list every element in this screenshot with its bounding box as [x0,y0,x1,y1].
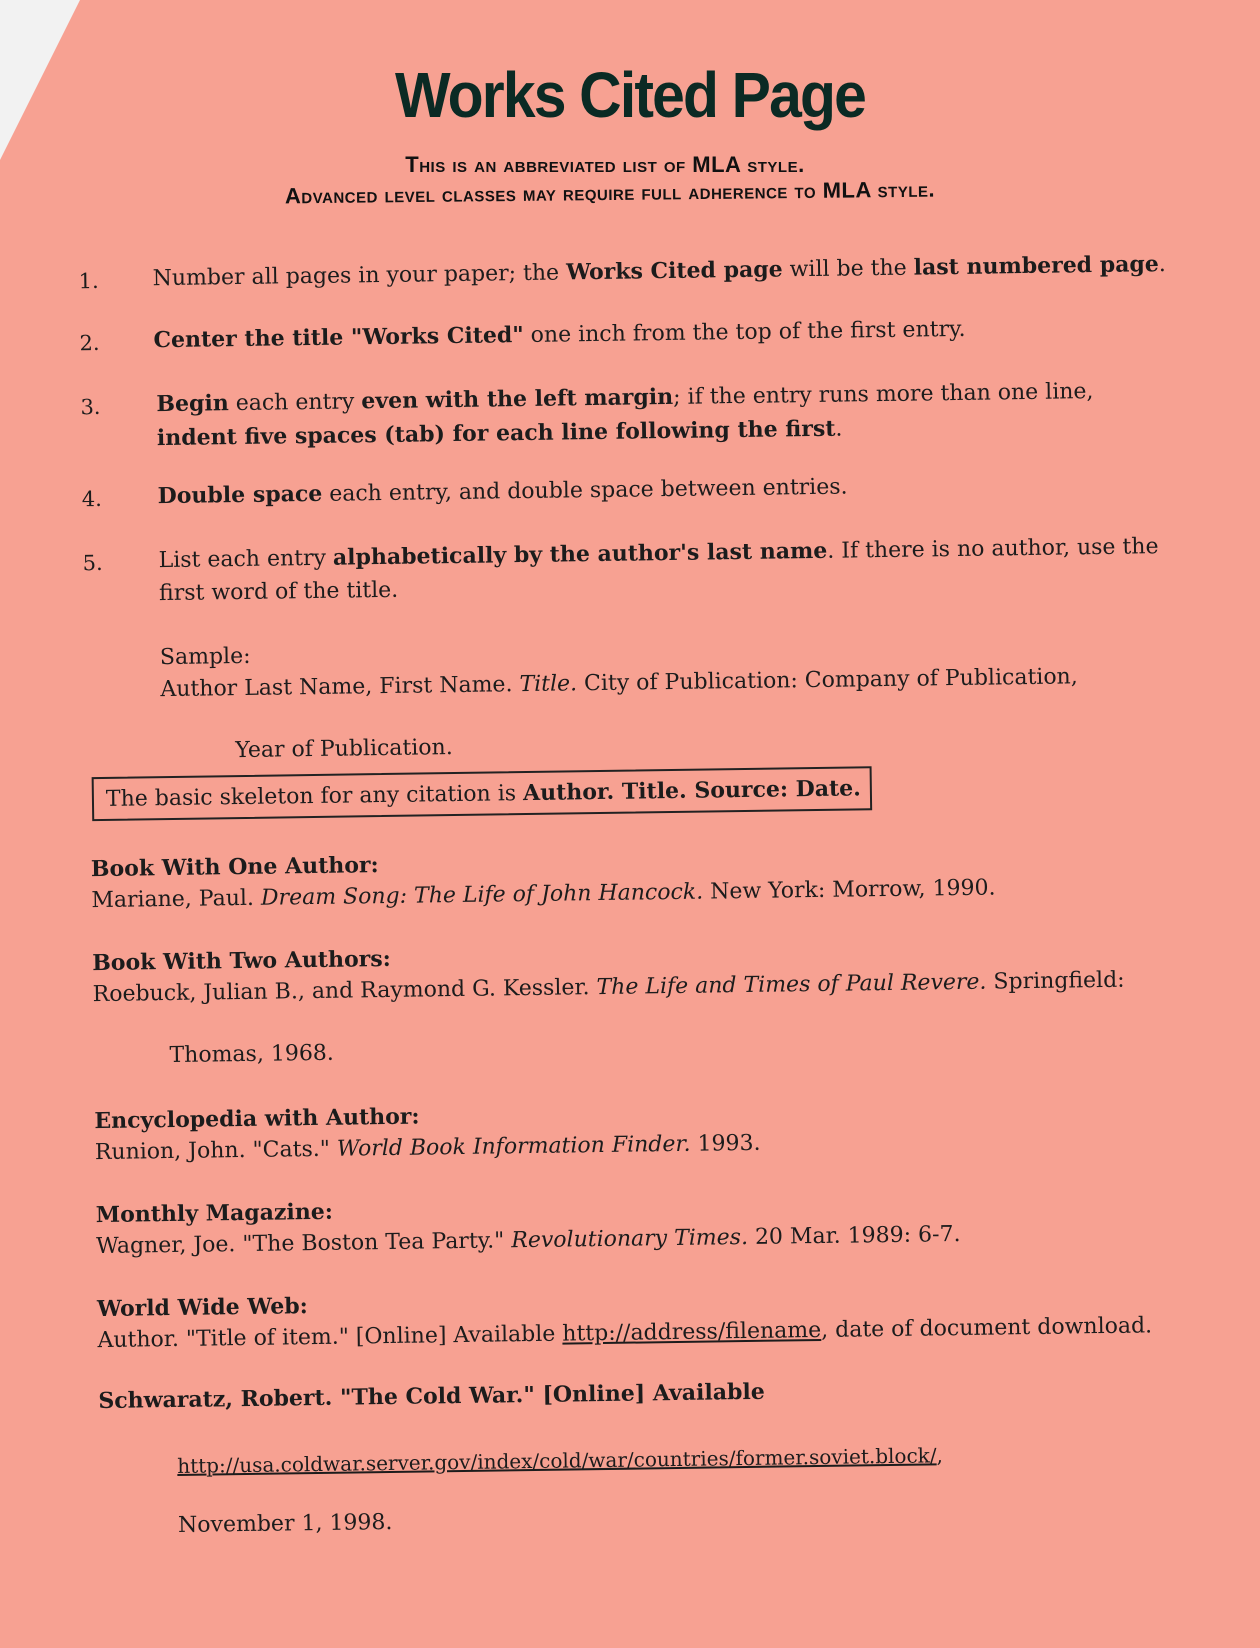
sample-line-2: Year of Publication. [235,735,453,764]
address-link[interactable]: http://address/filename [562,1317,822,1347]
rule-5-line-1: List each entry alphabetically by the author's last name. If there is no author, use the [158,534,1159,574]
page-title: Works Cited Page [394,59,866,131]
rule-4: Double space each entry, and double space between entries. [157,474,848,510]
web-example-line-1: Schwaratz, Robert. "The Cold War." [Online] Available [98,1378,765,1415]
example-citation: Author. "Title of item." [Online] Available http://address/filename, date of document download. [97,1313,1153,1354]
rule-3-line-2: indent five spaces (tab) for each line following the first. [156,415,843,452]
web-example-url-line: http://usa.coldwar.server.gov/index/cold/war/countries/former.soviet.block/, [177,1443,944,1478]
subtitle-2: Advanced level classes may require full adherence to MLA style. [284,176,936,209]
example-citation: Mariane, Paul. Dream Song: The Life of John Hancock. New York: Morrow, 1990. [91,875,996,914]
skeleton-text: The basic skeleton for any citation is Author. Title. Source: Date. [105,775,862,812]
example-citation: Runion, John. "Cats." World Book Information Finder. 1993. [94,1130,761,1166]
subtitle-1: This is an abbreviated list of MLA style. [405,152,805,177]
web-example-date: November 1, 1998. [177,1509,393,1538]
example-heading: Book With One Author: [90,852,379,883]
rule-number: 3. [80,394,101,420]
example-citation: Roebuck, Julian B., and Raymond G. Kessler. The Life and Times of Paul Revere. Springfield: [92,967,1125,1008]
rule-3-line-1: Begin each entry even with the left margin; if the entry runs more than one line, [156,379,1094,418]
coldwar-url-link[interactable]: http://usa.coldwar.server.gov/index/cold/war/countries/former.soviet.block/ [177,1443,937,1478]
sample-label: Sample: [159,643,251,671]
rule-number: 2. [79,330,100,356]
example-citation: Wagner, Joe. "The Boston Tea Party." Revolutionary Times. 20 Mar. 1989: 6-7. [96,1222,961,1260]
example-heading: Book With Two Authors: [92,945,391,977]
rule-number: 1. [78,268,99,294]
rule-number: 4. [81,486,102,512]
example-heading: Monthly Magazine: [95,1198,334,1229]
example-citation-continued: Thomas, 1968. [169,1040,335,1069]
rule-5-line-2: first word of the title. [158,577,399,607]
rule-1: Number all pages in your paper; the Works Cited page will be the last numbered page. [152,251,1166,292]
sample-line-1: Author Last Name, First Name. Title. City of Publication: Company of Publication, [160,664,1078,703]
example-heading: World Wide Web: [96,1293,308,1323]
rule-2: Center the title "Works Cited" one inch from the top of the first entry. [153,316,966,354]
rule-number: 5. [82,550,103,576]
example-heading: Encyclopedia with Author: [94,1103,420,1135]
